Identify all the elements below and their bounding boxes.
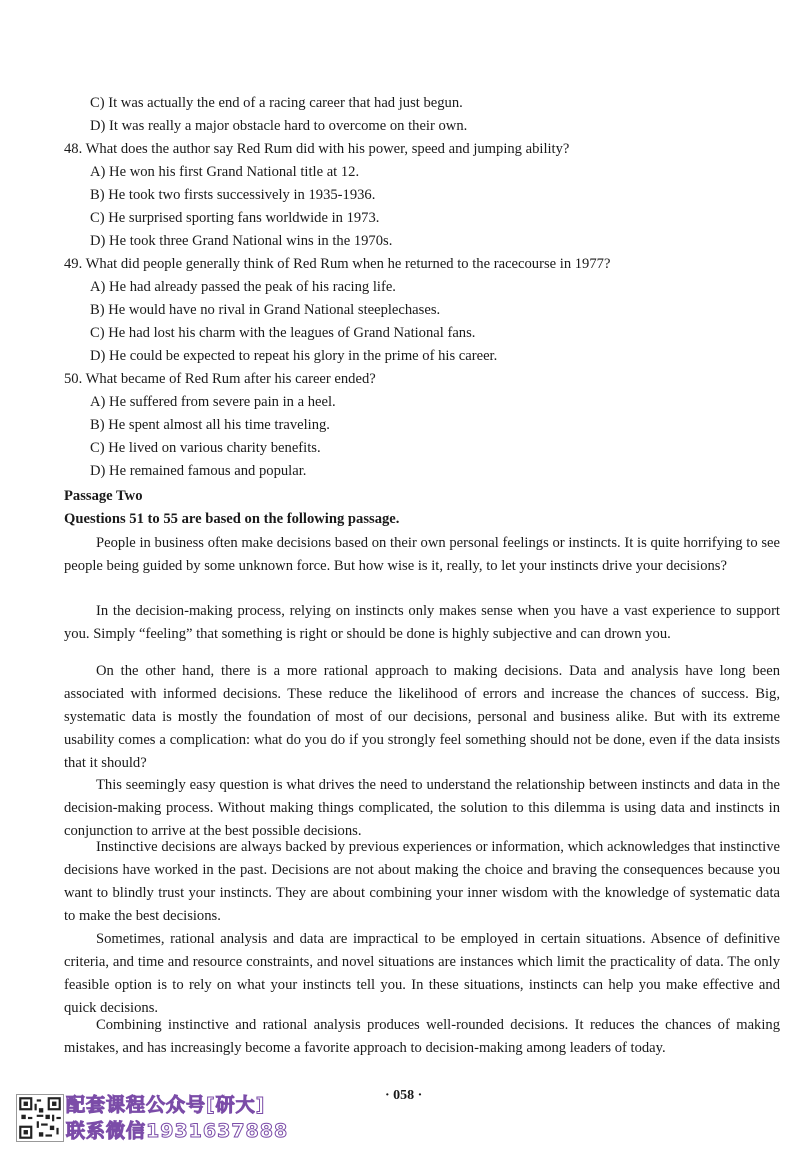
- passage-paragraph-1: People in business often make decisions based on their own personal feelings or instincts. It is quite horrifying to see people being guided by some unknown force. But how wise is it, really, to let your instincts drive your decisions?: [64, 535, 780, 574]
- page-number: · 058 ·: [385, 1088, 423, 1103]
- watermark-line-2: 联系微信1931637888: [66, 1120, 289, 1142]
- q48-option-d: D) He took three Grand National wins in the 1970s.: [90, 233, 393, 249]
- passage-title: Passage Two: [64, 488, 143, 504]
- q49-option-b: B) He would have no rival in Grand National steeplechases.: [90, 302, 441, 318]
- q50-option-b: B) He spent almost all his time traveling.: [90, 417, 330, 433]
- q50-option-c: C) He lived on various charity benefits.: [90, 440, 321, 456]
- q50-stem: 50. What became of Red Rum after his career ended?: [64, 371, 376, 387]
- q49-option-d: D) He could be expected to repeat his glory in the prime of his career.: [90, 348, 498, 364]
- q48-stem: 48. What does the author say Red Rum did with his power, speed and jumping ability?: [64, 141, 570, 157]
- q48-option-a: A) He won his first Grand National title at 12.: [90, 164, 360, 180]
- qr-code-icon: [16, 1094, 64, 1142]
- q49-stem: 49. What did people generally think of Red Rum when he returned to the racecourse in 1977?: [64, 256, 611, 272]
- passage-instruction: Questions 51 to 55 are based on the following passage.: [64, 511, 400, 527]
- q50-option-a: A) He suffered from severe pain in a heel.: [90, 394, 336, 410]
- passage-paragraph-2: In the decision-making process, relying on instincts only makes sense when you have a vast experience to support you. Simply “feeling” that something is right or should be done is highly subjective and can drown you.: [64, 603, 780, 642]
- watermark-line-1: 配套课程公众号[研大]: [66, 1094, 266, 1116]
- passage-paragraph-3: On the other hand, there is a more rational approach to making decisions. Data and analysis have long been associated with informed decisions. These reduce the likelihood of errors and increase the chances of success. Big, systematic data is mostly the foundation of most of our decisions, personal and business alike. But with its extreme usability comes a complication: what do you do if you strongly feel something should not be done, even if the data insists that it should?: [64, 663, 780, 771]
- passage-paragraph-4: This seemingly easy question is what drives the need to understand the relationship between instincts and data in the decision-making process. Without making things complicated, the solution to this dilemma is using data and instincts in conjunction to arrive at the best possible decisions.: [64, 777, 780, 839]
- q47-option-d: D) It was really a major obstacle hard to overcome on their own.: [90, 118, 468, 134]
- passage-paragraph-6: Sometimes, rational analysis and data are impractical to be employed in certain situations. Absence of definitive criteria, and time and resource constraints, and novel situations are instances which limit the practicality of data. The only feasible option is to rely on what your instincts tell you. In these situations, instincts can help you make effective and quick decisions.: [64, 931, 780, 1016]
- passage-paragraph-5: Instinctive decisions are always backed by previous experiences or information, which acknowledges that instinctive decisions have worked in the past. Decisions are not about making the choice and braving the consequences because you want to blindly trust your instincts. They are about combining your inner wisdom with the knowledge of systematic data to make the best decisions.: [64, 839, 780, 924]
- q50-option-d: D) He remained famous and popular.: [90, 463, 307, 479]
- q49-option-a: A) He had already passed the peak of his racing life.: [90, 279, 396, 295]
- passage-paragraph-7: Combining instinctive and rational analysis produces well-rounded decisions. It reduces the chances of making mistakes, and has increasingly become a favorite approach to decision-making among leaders of today.: [64, 1017, 780, 1056]
- q47-option-c: C) It was actually the end of a racing career that had just begun.: [90, 95, 463, 111]
- q49-option-c: C) He had lost his charm with the leagues of Grand National fans.: [90, 325, 476, 341]
- q48-option-c: C) He surprised sporting fans worldwide in 1973.: [90, 210, 380, 226]
- q48-option-b: B) He took two firsts successively in 1935-1936.: [90, 187, 376, 203]
